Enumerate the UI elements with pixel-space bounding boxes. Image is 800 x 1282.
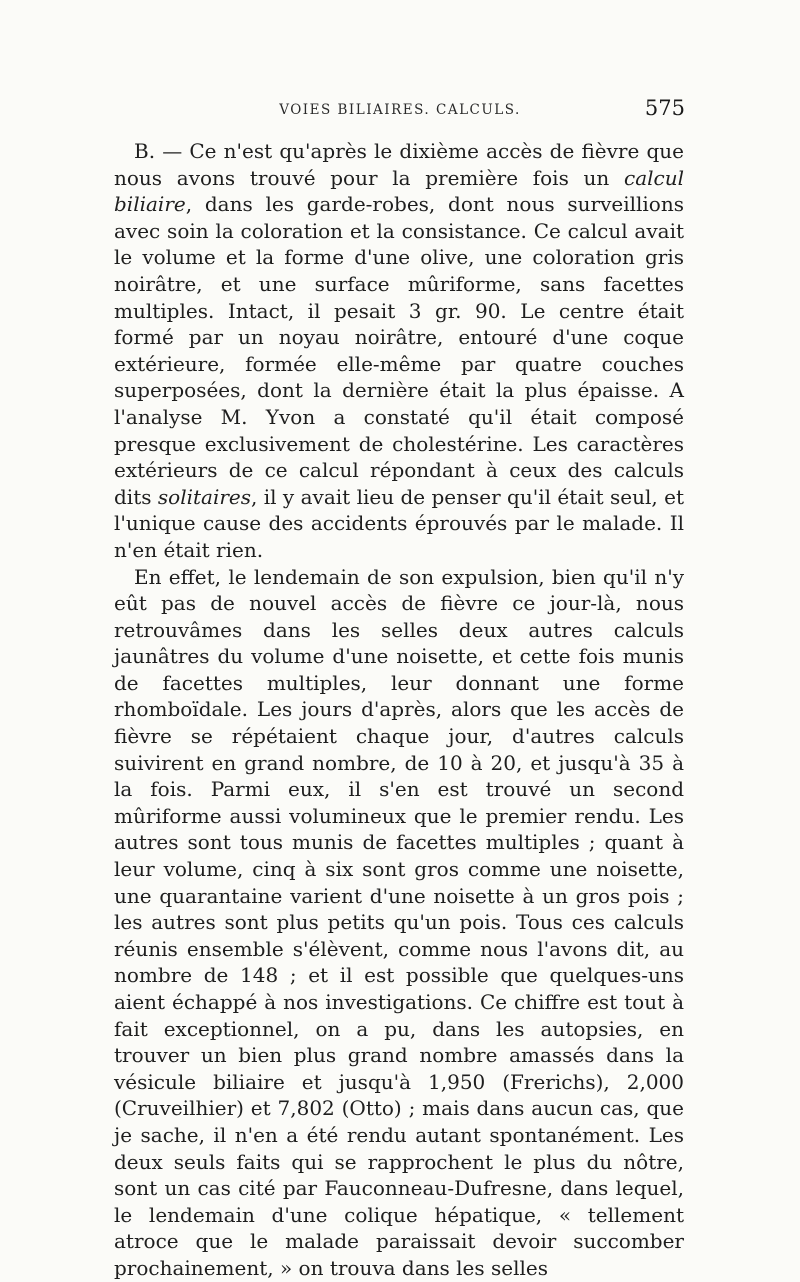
paragraph-2 (114, 564, 684, 1282)
page-number: 575 (644, 96, 685, 120)
body-text (114, 138, 684, 1282)
page-header (115, 96, 685, 126)
italic-term-solitaires: solitaires (157, 484, 252, 509)
text-segment: , dans les garde-robes, dont nous surveillions avec soin la coloration et la consistance. Ce calcul avait le volume et la forme d'une olive, une coloration gris noirâtre, et une surface mûriforme, sans facettes multiples. Intact, il pesait 3 gr. 90. Le centre était formé par un noyau noirâtre, entouré d'une coque extérieure, formée elle-même par quatre couches superposées, dont la dernière était la plus épaisse. A l'analyse M. Yvon a constaté qu'il était composé presque exclusivement de cholestérine. Les caractères extérieurs de ce calcul répondant à ceux des calculs dits (114, 192, 684, 509)
running-head: VOIES BILIAIRES. CALCULS. (279, 102, 521, 118)
italic-term-calcul-biliaire: calcul biliaire (114, 165, 684, 217)
paragraph-1 (114, 138, 684, 564)
text-segment: B. — Ce n'est qu'après le dixième accès de fièvre que nous avons trouvé pour la première fois un (114, 139, 684, 190)
text-segment: , il y avait lieu de penser qu'il était seul, et l'unique cause des accidents éprouvés par le malade. Il n'en était rien. (114, 484, 685, 562)
text-segment: En effet, le lendemain de son expulsion, bien qu'il n'y eût pas de nouvel accès de fièvre ce jour-là, nous retrouvâmes dans les selles deux autres calculs jaunâtres du volume d'une noisette, et cette fois munis de facettes multiples, leur donnant une forme rhomboïdale. Les jours d'après, alors que les accès de fièvre se répétaient chaque jour, d'autres calculs suivirent en grand nombre, de 10 à 20, et jusqu'à 35 à la fois. Parmi eux, il s'en est trouvé un second mûriforme aussi volumineux que le premier rendu. Les autres sont tous munis de facettes multiples ; quant à leur volume, cinq à six sont gros comme une noisette, une quarantaine varient d'une noisette à un gros pois ; les autres sont plus petits qu'un pois. Tous ces calculs réunis ensemble s'élèvent, comme nous l'avons dit, au nombre de 148 ; et il est possible que quelques-uns aient échappé à nos investigations. Ce chiffre est tout à fait exceptionnel, on a pu, dans les autopsies, en trouver un bien plus grand nombre amassés dans la vésicule biliaire et jusqu'à 1,950 (Frerichs), 2,000 (Cruveilhier) et 7,802 (Otto) ; mais dans aucun cas, que je sache, il n'en a été rendu autant spontanément. Les deux seuls faits qui se rapprochent le plus du nôtre, sont un cas cité par Fauconneau-Dufresne, dans lequel, le lendemain d'une colique hépatique, « tellement atroce que le malade paraissait devoir succomber prochainement, » on trouva dans les selles (114, 564, 684, 1280)
